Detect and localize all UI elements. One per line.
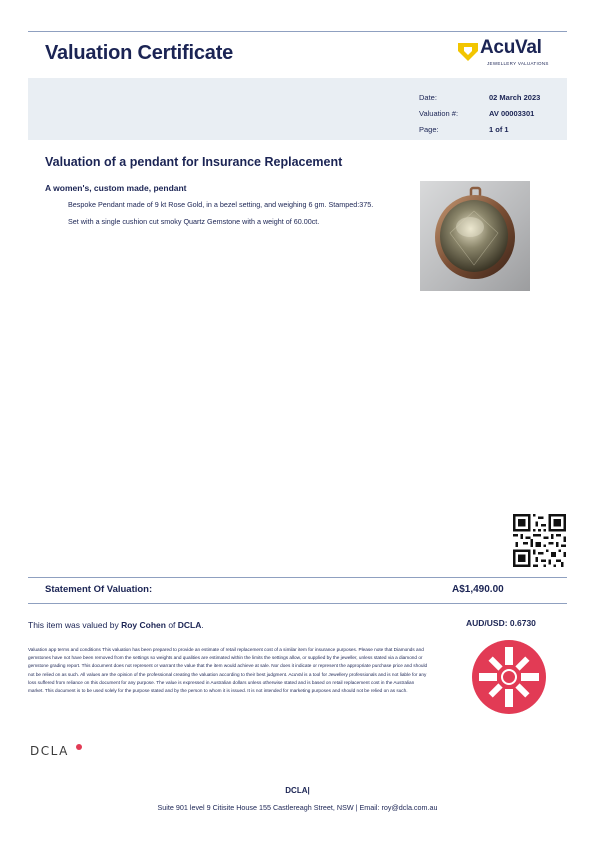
statement-divider-bottom bbox=[28, 603, 567, 604]
valued-by-line bbox=[28, 620, 204, 630]
footer-company: DCLA| bbox=[285, 786, 310, 795]
page-title: Valuation Certificate bbox=[45, 42, 234, 64]
dcla-logo-dot-icon bbox=[76, 744, 82, 750]
info-row-valuation-number bbox=[419, 105, 540, 121]
info-row-page bbox=[419, 121, 540, 137]
statement-value: A$1,490.00 bbox=[452, 584, 504, 595]
logo-tagline: JEWELLERY VALUATIONS bbox=[487, 61, 549, 66]
dcla-logo bbox=[30, 742, 90, 758]
item-subtitle: A women's, custom made, pendant bbox=[45, 183, 187, 193]
item-description bbox=[68, 199, 398, 233]
info-row-date bbox=[419, 89, 540, 105]
fx-rate: AUD/USD: 0.6730 bbox=[466, 618, 536, 628]
top-divider bbox=[28, 31, 567, 32]
statement-label: Statement Of Valuation: bbox=[45, 584, 153, 595]
info-label: Date: bbox=[419, 92, 437, 102]
info-label: Page: bbox=[419, 124, 439, 134]
info-label: Valuation #: bbox=[419, 108, 459, 118]
info-value: 02 March 2023 bbox=[489, 92, 541, 102]
acuval-mark-icon bbox=[456, 39, 480, 63]
footer-address: Suite 901 level 9 Citisite House 155 Castlereagh Street, NSW | Email: roy@dcla.com.au bbox=[157, 803, 438, 812]
dcla-logo-text: DCLA bbox=[30, 744, 69, 758]
pendant-photo bbox=[420, 181, 530, 291]
info-table bbox=[419, 89, 540, 137]
pendant-image bbox=[420, 181, 530, 291]
terms-and-conditions: Valuation app terms and conditions This valuation has been prepared to provide an estimate of retail replacement cost of a similar item for insurance purposes. Please note that Diamonds and gemstones have not have been removed from the settings so weights and qualities are estimated within the limits the settings allow, or supplied by the jeweller, unless stated via a diamond or gemstone grading report. This document does not represent or warrant the value that the item would achieve at sale. Nor does it indicate or represent the appropriate purchase price and should not be relied on as such. All values are the opinion of the professional creating the valuation according to their best judgment. AcuVal is a tool for Jewellery professionals and is not liable for any loss suffered from reliance on this document for any purpose. The value is expressed in Australian dollars unless otherwise stated and is based on retail replacement cost in the Australian market. This document is to be used solely for the purpose stated and by the person to whom it is issued. It is not intended for marketing purposes and should not be relied on as such. bbox=[28, 647, 428, 694]
section-title: Valuation of a pendant for Insurance Replacement bbox=[45, 155, 343, 169]
logo-wordmark: AcuVal bbox=[480, 37, 542, 58]
valuer-name: Roy Cohen bbox=[121, 620, 166, 630]
valued-by-prefix: This item was valued by bbox=[28, 620, 122, 630]
valued-by-of: of bbox=[165, 620, 178, 630]
description-line-2: Set with a single cushion cut smoky Quartz Gemstone with a weight of 60.00ct. bbox=[68, 217, 320, 226]
qr-code bbox=[513, 514, 566, 567]
info-value: AV 00003301 bbox=[489, 108, 535, 118]
description-line-1: Bespoke Pendant made of 9 kt Rose Gold, in a bezel setting, and weighing 6 gm. Stamped:375. bbox=[68, 200, 374, 209]
valued-by-suffix: . bbox=[201, 620, 204, 630]
valuer-company: DCLA bbox=[177, 620, 202, 630]
statement-divider-top bbox=[28, 577, 567, 578]
dcla-seal-icon bbox=[471, 639, 547, 715]
acuval-logo bbox=[456, 37, 566, 71]
info-value: 1 of 1 bbox=[489, 124, 509, 134]
